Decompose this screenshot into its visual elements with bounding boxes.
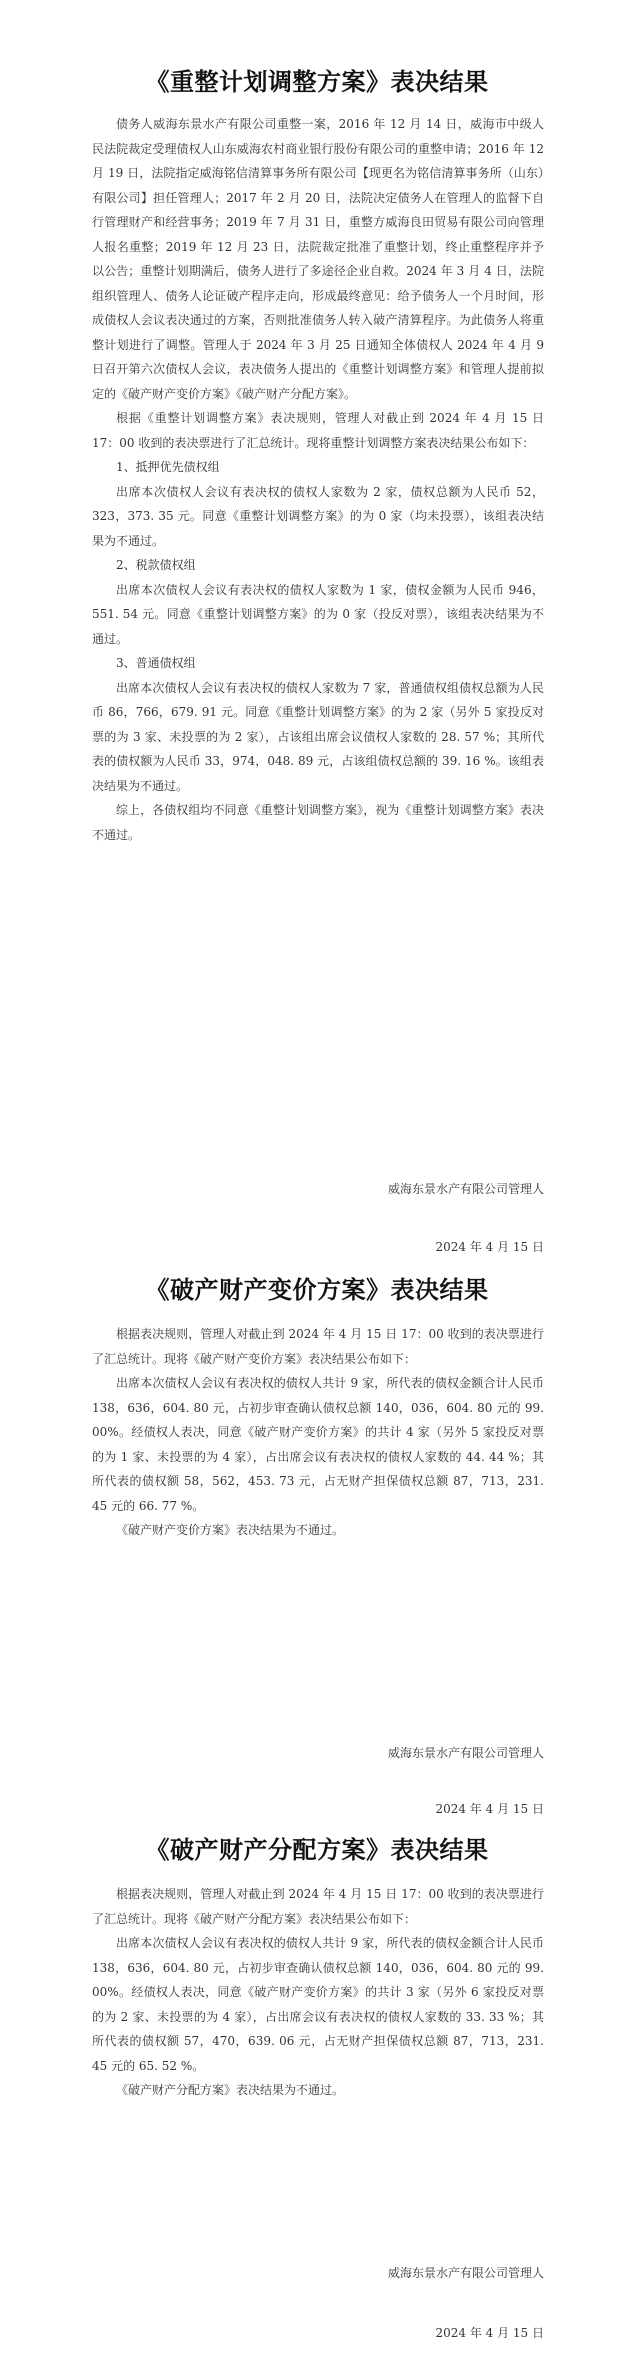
- paragraph: 1、抵押优先债权组: [116, 460, 220, 474]
- paragraph: 根据《重整计划调整方案》表决规则，管理人对截止到 2024 年 4 月 15 日 17：00 收到的表决票进行了汇总统计。现将重整计划调整方案表决结果公布如下：: [92, 411, 544, 450]
- paragraph: 出席本次债权人会议有表决权的债权人共计 9 家，所代表的债权金额合计人民币 138，636，604. 80 元，占初步审查确认债权总额 140，036，604. 80 元的 99. 00%。经债权人表决，同意《破产财产变价方案》的共计 3 家（另外 6 家投反对票的为 2 家、未投票的为 4 家），占出席会议有表决权的债权人家数的 33. 33 %；其所代表的债权额 57，470，639. 06 元，占无财产担保债权总额 87，713，231. 45 元的 65. 52 %。: [92, 1936, 544, 2073]
- section-property-distribution: [0, 1830, 634, 1865]
- section-restructuring-adjustment: [0, 62, 634, 97]
- signature: 威海东景水产有限公司管理人: [387, 1182, 544, 1196]
- date: 2024 年 4 月 15 日: [435, 2326, 544, 2340]
- section-title: 《破产财产变价方案》表决结果: [145, 1276, 489, 1304]
- signature: 威海东景水产有限公司管理人: [387, 1746, 544, 1760]
- signature: 威海东景水产有限公司管理人: [387, 2266, 544, 2280]
- paragraph: 2、税款债权组: [116, 558, 196, 572]
- date: 2024 年 4 月 15 日: [435, 1240, 544, 1254]
- paragraph: 出席本次债权人会议有表决权的债权人家数为 1 家，债权金额为人民币 946，551. 54 元。同意《重整计划调整方案》的为 0 家（投反对票），该组表决结果为不通过。: [92, 582, 544, 646]
- paragraph: 出席本次债权人会议有表决权的债权人家数为 7 家，普通债权组债权总额为人民币 86，766，679. 91 元。同意《重整计划调整方案》的为 2 家（另外 5 家投反对票的为 3 家、未投票的为 2 家），占该组出席会议债权人家数的 28. 57 %；其所代表的债权额为人民币 33，974，048. 89 元，占该组债权总额的 39. 16 %。该组表决结果为不通过。: [92, 680, 544, 793]
- section-title: 《重整计划调整方案》表决结果: [145, 68, 489, 96]
- paragraph: 3、普通债权组: [116, 656, 196, 670]
- section-title: 《破产财产分配方案》表决结果: [145, 1836, 489, 1864]
- paragraph: 出席本次债权人会议有表决权的债权人家数为 2 家，债权总额为人民币 52，323，373. 35 元。同意《重整计划调整方案》的为 0 家（均未投票），该组表决结果为不通过。: [92, 484, 544, 548]
- section-3-body: [92, 1882, 544, 2103]
- paragraph: 《破产财产分配方案》表决结果为不通过。: [116, 2083, 345, 2097]
- paragraph: 根据表决规则，管理人对截止到 2024 年 4 月 15 日 17：00 收到的表决票进行了汇总统计。现将《破产财产变价方案》表决结果公布如下：: [92, 1327, 544, 1366]
- paragraph: 债务人威海东景水产有限公司重整一案，2016 年 12 月 14 日，威海市中级人民法院裁定受理债权人山东威海农村商业银行股份有限公司的重整申请；2016 年 12 月 19 日，法院指定威海铭信清算事务所有限公司【现更名为铭信清算事务所（山东）有限公司】担任管理人；2017 年 2 月 20 日，法院决定债务人在管理人的监督下自行管理财产和经营事务；2019 年 7 月 31 日，重整方威海良田贸易有限公司向管理人报名重整；2019 年 12 月 23 日，法院裁定批准了重整计划，终止重整程序并予以公告；重整计划期满后，债务人进行了多途径企业自救。2024 年 3 月 4 日，法院组织管理人、债务人论证破产程序走向，形成最终意见：给予债务人一个月时间，形成债权人会议表决通过的方案，否则批准债务人转入破产清算程序。为此债务人将重整计划进行了调整。管理人于 2024 年 3 月 25 日通知全体债权人 2024 年 4 月 9 日召开第六次债权人会议，表决债务人提出的《重整计划调整方案》和管理人提前拟定的《破产财产变价方案》《破产财产分配方案》。: [92, 117, 544, 401]
- section-1-body: [92, 112, 544, 847]
- section-property-realization: [0, 1270, 634, 1305]
- section-2-body: [92, 1322, 544, 1543]
- date: 2024 年 4 月 15 日: [435, 1802, 544, 1816]
- paragraph: 根据表决规则，管理人对截止到 2024 年 4 月 15 日 17：00 收到的表决票进行了汇总统计。现将《破产财产分配方案》表决结果公布如下：: [92, 1887, 544, 1926]
- paragraph: 综上，各债权组均不同意《重整计划调整方案》，视为《重整计划调整方案》表决不通过。: [92, 803, 544, 842]
- paragraph: 《破产财产变价方案》表决结果为不通过。: [116, 1523, 345, 1537]
- paragraph: 出席本次债权人会议有表决权的债权人共计 9 家，所代表的债权金额合计人民币 138，636，604. 80 元，占初步审查确认债权总额 140，036，604. 80 元的 99. 00%。经债权人表决，同意《破产财产变价方案》的共计 4 家（另外 5 家投反对票的为 1 家、未投票的为 4 家），占出席会议有表决权的债权人家数的 44. 44 %；其所代表的债权额 58，562，453. 73 元，占无财产担保债权总额 87，713，231. 45 元的 66. 77 %。: [92, 1376, 544, 1513]
